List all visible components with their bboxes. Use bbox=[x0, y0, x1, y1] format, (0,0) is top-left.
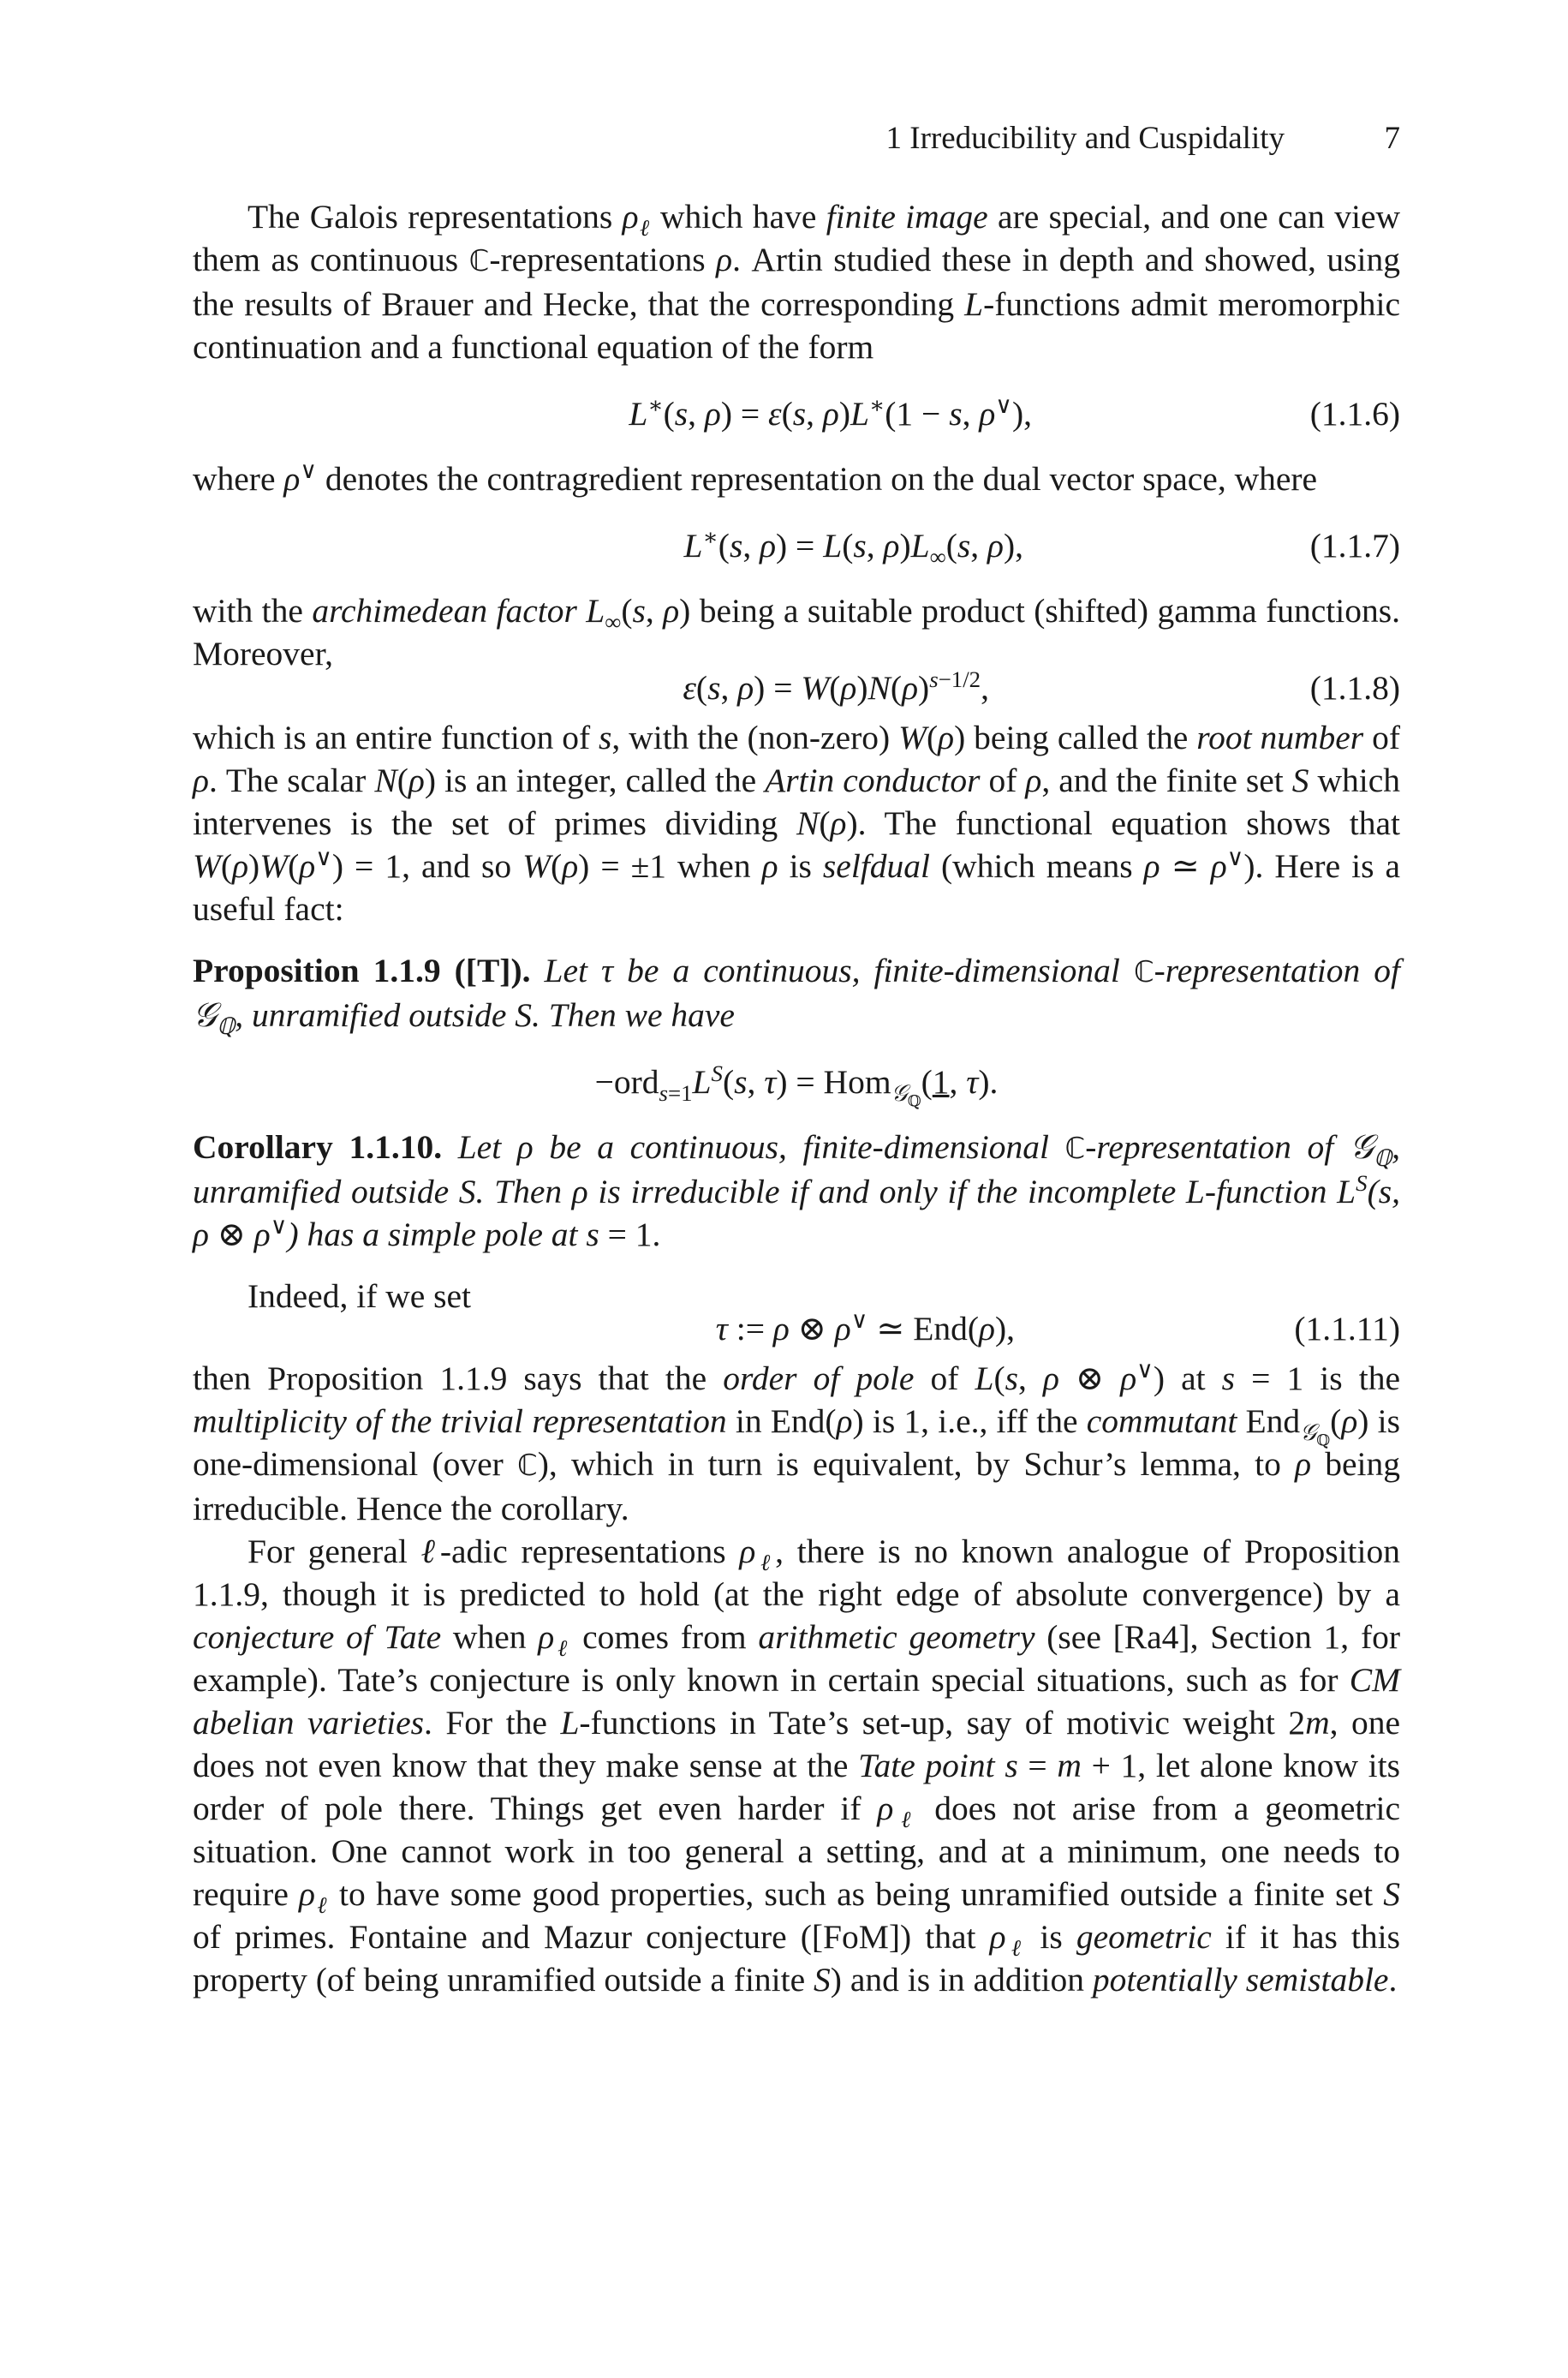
equation-1-1-8: ε(s, $\rho) = W(\rho)N(\rho)^{s-1/2}$, (1.1.8) bbox=[193, 666, 1400, 709]
paragraph-contragredient: where ρ∨ denotes the contragredient representation on the dual vector space, where bbox=[193, 457, 1318, 498]
equation-number: (1.1.8) bbox=[1309, 669, 1400, 707]
paragraph-l-adic: For general ℓ-adic representations $\rho_\ell$, there is no known analogue of Proposition 1.1.9, though it is predicted to hold (at the right edge of absolute convergence) by a conjecture of Tate when $\rho_\ell$ comes from arithmetic geometry (see [Ra4], Section 1, for example). Tate’s conjecture is only known in certain special situations, such as for CM abelian varieties. For the L-functions in Tate’s set-up, say of motivic weight 2m, one does not even know that they make sense at the Tate point s = m + 1, let alone know its order of pole there. Things get even harder if $\rho_\ell$ does not arise from a geometric situation. One cannot work in too general a setting, and at a minimum, one needs to require $\rho_\ell$ to have some good properties, such as being unramified outside a finite set S of primes. Fontaine and Mazur conjecture ([FoM]) that $\rho_\ell$ is geometric if it has this property (of being unramified outside a finite S) and is in addition potentially semistable. bbox=[193, 1533, 1401, 1999]
equation-number: (1.1.6) bbox=[1309, 395, 1400, 433]
paragraph-indeed: Indeed, if we set bbox=[247, 1277, 472, 1315]
running-title: 1 Irreducibility and Cuspidality bbox=[885, 121, 1285, 156]
equation-1-1-11: τ := ρ ⊗ ρ∨ ≃ End(ρ), (1.1.11) bbox=[193, 1307, 1400, 1350]
page-body bbox=[193, 195, 1400, 2001]
proposition-label: Proposition 1.1.9 ([T]). bbox=[193, 952, 531, 989]
equation-1-1-6: L∗(s, ρ) = ε(s, ρ)L∗(1 − s, ρ∨), (1.1.6) bbox=[193, 392, 1400, 435]
paragraph-then-proposition: then Proposition 1.1.9 says that the order of pole of L(s, ρ ⊗ ρ∨) at s = 1 is the multiplicity of the trivial representation in End(ρ) is 1, i.e., iff the commutant End$_{𝒢_ℚ}$(ρ) is one-dimensional (over ℂ), which in turn is equivalent, by Schur’s lemma, to ρ being irreducible. Hence the corollary. bbox=[193, 1356, 1400, 1527]
corollary-1-1-10: Corollary 1.1.10. Let ρ be a continuous, finite-dimensional ℂ-representation of 𝒢$_ℚ$, unramified outside S. Then ρ is irreducible if and only if the incomplete L-function $L^S(s$, ρ ⊗ ρ∨) has a simple pole at s = 1. bbox=[193, 1127, 1400, 1253]
equation-1-1-7: L∗(s, ρ) = L(s, $\rho)L_\infty(s$, ρ), (1.1.7) bbox=[683, 523, 1400, 570]
equation-number: (1.1.7) bbox=[1309, 527, 1400, 565]
paragraph-root-number: which is an entire function of s, with the (non-zero) W(ρ) being called the root number of ρ. The scalar N(ρ) is an integer, called the Artin conductor of ρ, and the finite set S which intervenes is the set of primes dividing N(ρ). The functional equation shows that W(ρ)W(ρ∨) = 1, and so W(ρ) = ±1 when ρ is selfdual (which means ρ ≃ ρ∨). Here is a useful fact: bbox=[193, 719, 1401, 928]
paragraph-archimedean: with the archimedean factor $L_\infty(s$, ρ) being a suitable product (shifted) gamma functions. Moreover, bbox=[193, 592, 1400, 672]
running-header bbox=[193, 120, 1400, 163]
equation-number: (1.1.11) bbox=[1294, 1310, 1400, 1347]
page-number: 7 bbox=[1384, 121, 1400, 156]
proposition-1-1-9: Proposition 1.1.9 ([T]). Let τ be a continuous, finite-dimensional ℂ-representation of 𝒢$_ℚ$, unramified outside S. Then we have bbox=[193, 952, 1401, 1039]
equation-proposition: $-ord_{s=1}L^S(s$, τ) = Hom$_{𝒢_ℚ}$(1, τ). bbox=[594, 1060, 999, 1110]
corollary-label: Corollary 1.1.10. bbox=[193, 1128, 443, 1166]
paragraph-galois: The Galois representations $\rho_\ell$ which have finite image are special, and one can view them as continuous ℂ-representations ρ. Artin studied these in depth and showed, using the results of Brauer and Hecke, that the corresponding L-functions admit meromorphic continuation and a functional equation of the form bbox=[193, 198, 1401, 366]
